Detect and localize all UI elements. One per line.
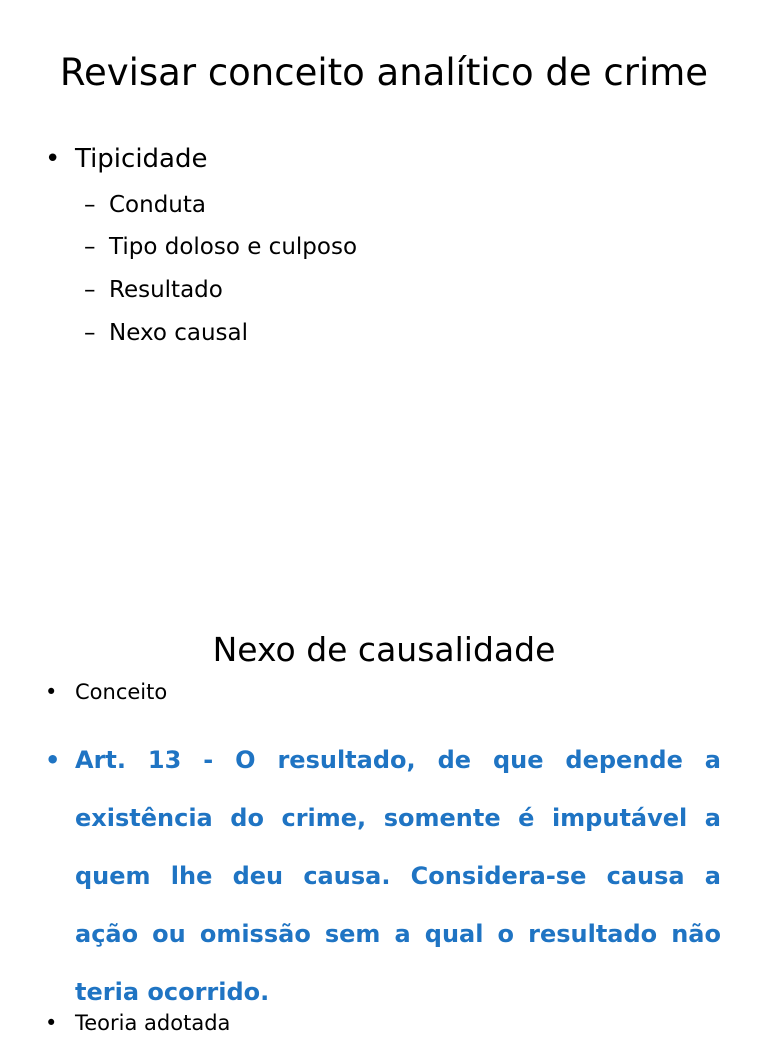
bullet-tipicidade (45, 141, 208, 177)
slide-2-title: Nexo de causalidade (212, 630, 556, 669)
article-13-quote (45, 731, 721, 1021)
bullet-conceito (45, 677, 167, 707)
bullet-text: Conceito (75, 680, 168, 704)
subitem-text: Resultado (109, 277, 223, 303)
subitem-tipo (84, 231, 357, 263)
subitem-text: Tipo doloso e culposo (109, 234, 358, 260)
bullet-marker: • (45, 144, 61, 174)
subitem-text: Nexo causal (109, 320, 249, 346)
subitem-conduta (84, 189, 206, 221)
slide-2 (0, 576, 768, 1035)
subitem-nexo (84, 317, 248, 349)
bullet-teoria-adotada (45, 1008, 230, 1038)
bullet-marker: • (45, 746, 61, 774)
subitem-text: Conduta (109, 192, 206, 218)
article-text: Art. 13 - O resultado, de que depende a existência do crime, somente é imputável a quem lhe deu causa. Considera-se causa a ação ou omissão sem a qual o resultado não teria ocorrido. (75, 746, 721, 1006)
dash-marker: – (84, 320, 96, 346)
bullet-text: Tipicidade (75, 144, 208, 174)
bullet-marker: • (45, 1011, 58, 1035)
dash-marker: – (84, 234, 96, 260)
dash-marker: – (84, 277, 96, 303)
subitem-resultado (84, 274, 223, 306)
bullet-text: Teoria adotada (75, 1011, 231, 1035)
slide-1-title: Revisar conceito analítico de crime (59, 51, 709, 94)
bullet-marker: • (45, 680, 58, 704)
dash-marker: – (84, 192, 96, 218)
